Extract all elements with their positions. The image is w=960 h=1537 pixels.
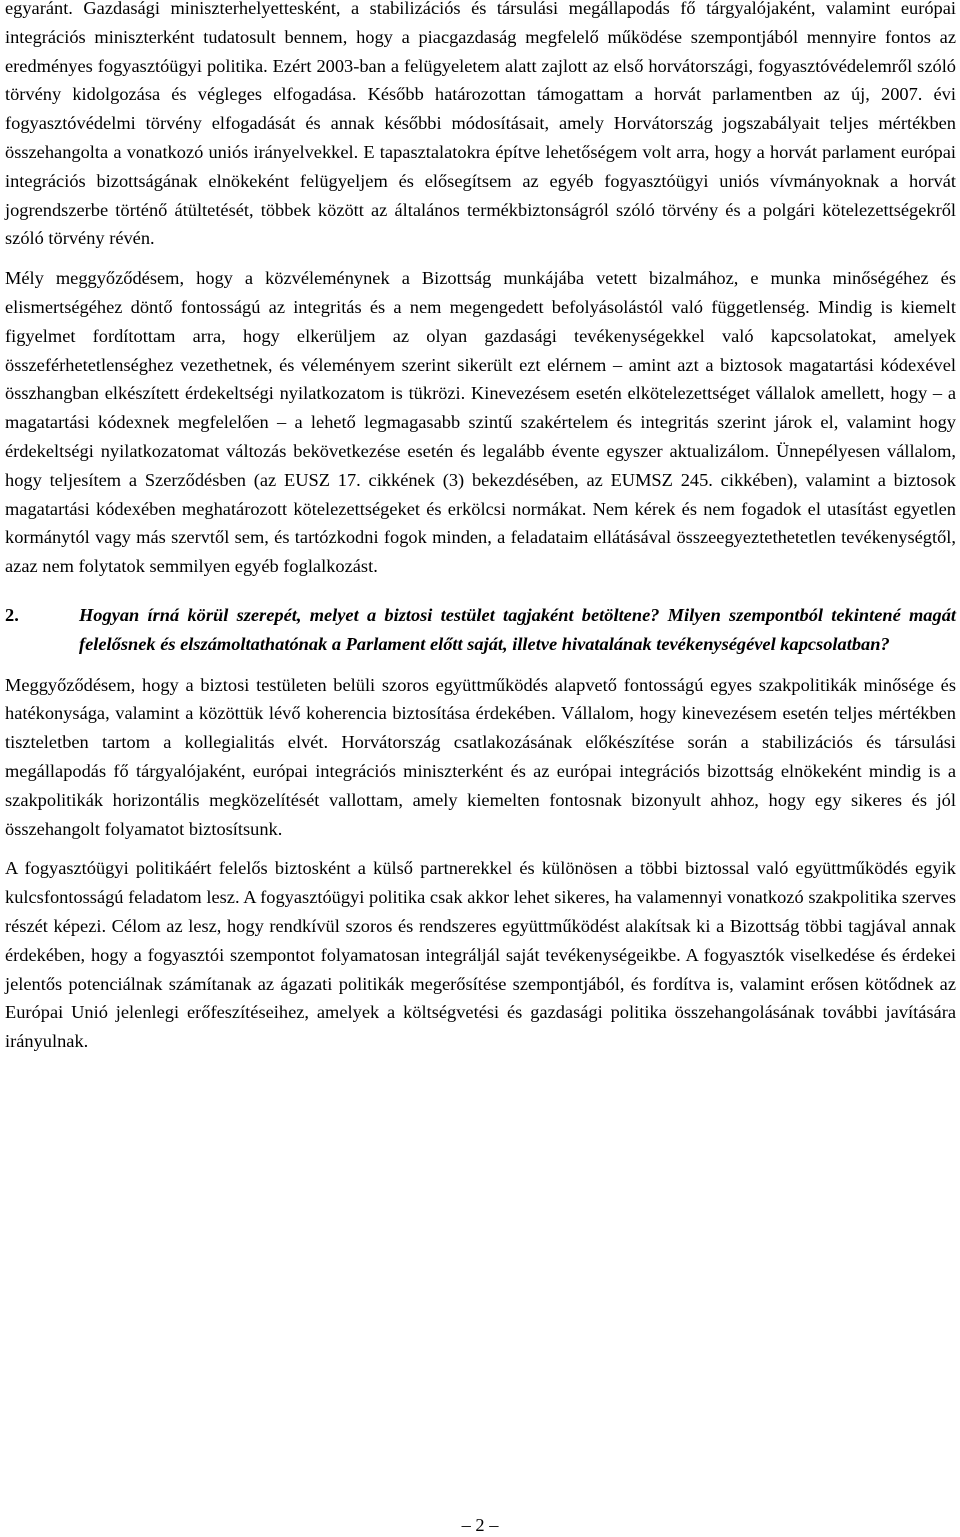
paragraph-cooperation: A fogyasztóügyi politikáért felelős biztosként a külső partnerekkel és különösen a többi biztossal való együttműködés egyik kulcsfontosságú feladatom lesz. A fogyasztóügyi politika csak akkor lehet sikeres, ha valamennyi vonatkozó szakpolitika szerves részét képezi. Célom az lesz, hogy rendkívül szoros és rendszeres együttműködést alakítsak ki a Bizottság többi tagjával annak érdekében, hogy a fogyasztói szempontot folyamatosan integráljál saját tevékenységeikbe. A fogyasztók viselkedése és érdekei jelentős potenciálnak számítanak az ágazati politikák megerősítése szempontjából, és fordítva is, valamint erősen kötődnek az Európai Unió jelenlegi erőfeszítéseihez, amelyek a költségvetési és gazdasági politika összehangolásának további javítására irányulnak.	[5, 858, 956, 1052]
question-number: 2.	[5, 604, 19, 625]
question-block	[5, 601, 956, 659]
page-number: – 2 –	[461, 1515, 499, 1535]
paragraph-independence: Mély meggyőződésem, hogy a közvéleménynek a Bizottság munkájába vetett bizalmához, e munka minőségéhez és elismertségéhez döntő fontosságú az integritás és a nem megengedett befolyásolástól való függetlenség. Mindig is kiemelt figyelmet fordítottam arra, hogy elkerüljem az olyan gazdasági tevékenységekkel való kapcsolatokat, amelyek összeférhetetlenséghez vezethetnek, és véleményem szerint sikerült ezt elérnem – amint azt a biztosok magatartási kódexével összhangban elkészített érdekeltségi nyilatkozatom is tükrözi. Kinevezésem esetén elkötelezettséget vállalok amellett, hogy – a magatartási kódexnek megfelelően – a lehető legmagasabb szintű szakértelem és integritás szerint járok el, valamint hogy érdekeltségi nyilatkozatomat változás bekövetkezése esetén és legalább évente egyszer aktualizálom. Ünnepélyesen vállalom, hogy teljesítem a Szerződésben (az EUSZ 17. cikkének (3) bekezdésében, az EUMSZ 245. cikkében), valamint a biztosok magatartási kódexében meghatározott kötelezettségeket és erkölcsi normákat. Nem kérek és nem fogadok el utasítást egyetlen kormánytól vagy más szervtől sem, és tartózkodni fogok minden, a feladataim ellátásával összeegyeztethetetlen tevékenységtől, azaz nem folytatok semmilyen egyéb foglalkozást.	[5, 268, 956, 577]
question-text: Hogyan írná körül szerepét, melyet a biztosi testület tagjaként betöltene? Milyen szempontból tekintené magát felelősnek és elszámoltathatónak a Parlament előtt saját, illetve hivatalának tevékenységével kapcsolatban?	[79, 604, 956, 654]
document-page	[5, 0, 956, 1067]
paragraph-collegiality: Meggyőződésem, hogy a biztosi testületen belüli szoros együttműködés alapvető fontosságú egyes szakpolitikák minősége és hatékonysága, valamint a közöttük lévő koherencia biztosítása érdekében. Vállalom, hogy kinevezésem esetén teljes mértékben tiszteletben tartom a kollegialitás elvét. Horvátország csatlakozásának előkészítése során a stabilizációs és társulási megállapodás fő tárgyalójaként, európai integrációs miniszterként és az európai integrációs bizottság elnökeként mindig is a szakpolitikák horizontális megközelítését vallottam, amely kiemelten fontosnak bizonyult ahhoz, hogy egy sikeres és jól összehangolt folyamatot biztosítsunk.	[5, 674, 956, 839]
paragraph-consumer-policy-experience: egyaránt. Gazdasági miniszterhelyettesként, a stabilizációs és társulási megállapodás fő tárgyalójaként, valamint európai integrációs miniszterként tudatosult bennem, hogy a piacgazdaság megfelelő működése szempontjából mennyire fontos az eredményes fogyasztóügyi politika. Ezért 2003-ban a felügyeletem alatt zajlott az első horvátországi, fogyasztóvédelemről szóló törvény kidolgozása és végleges elfogadása. Később határozottan támogattam a horvát parlamentben az új, 2007. évi fogyasztóvédelmi törvény elfogadását és annak későbbi módosításait, amely Horvátország jogszabályait teljes mértékben összehangolta a vonatkozó uniós irányelvekkel. E tapasztalatokra építve lehetőségem volt arra, hogy a horvát parlament európai integrációs bizottságának elnökeként felügyeljem és elősegítsem az egyéb fogyasztóügyi uniós vívmányoknak a horvát jogrendszerbe történő átültetését, többek között az általános termékbiztonságról szóló törvény és a polgári kötelezettségekről szóló törvény révén.	[5, 0, 956, 249]
